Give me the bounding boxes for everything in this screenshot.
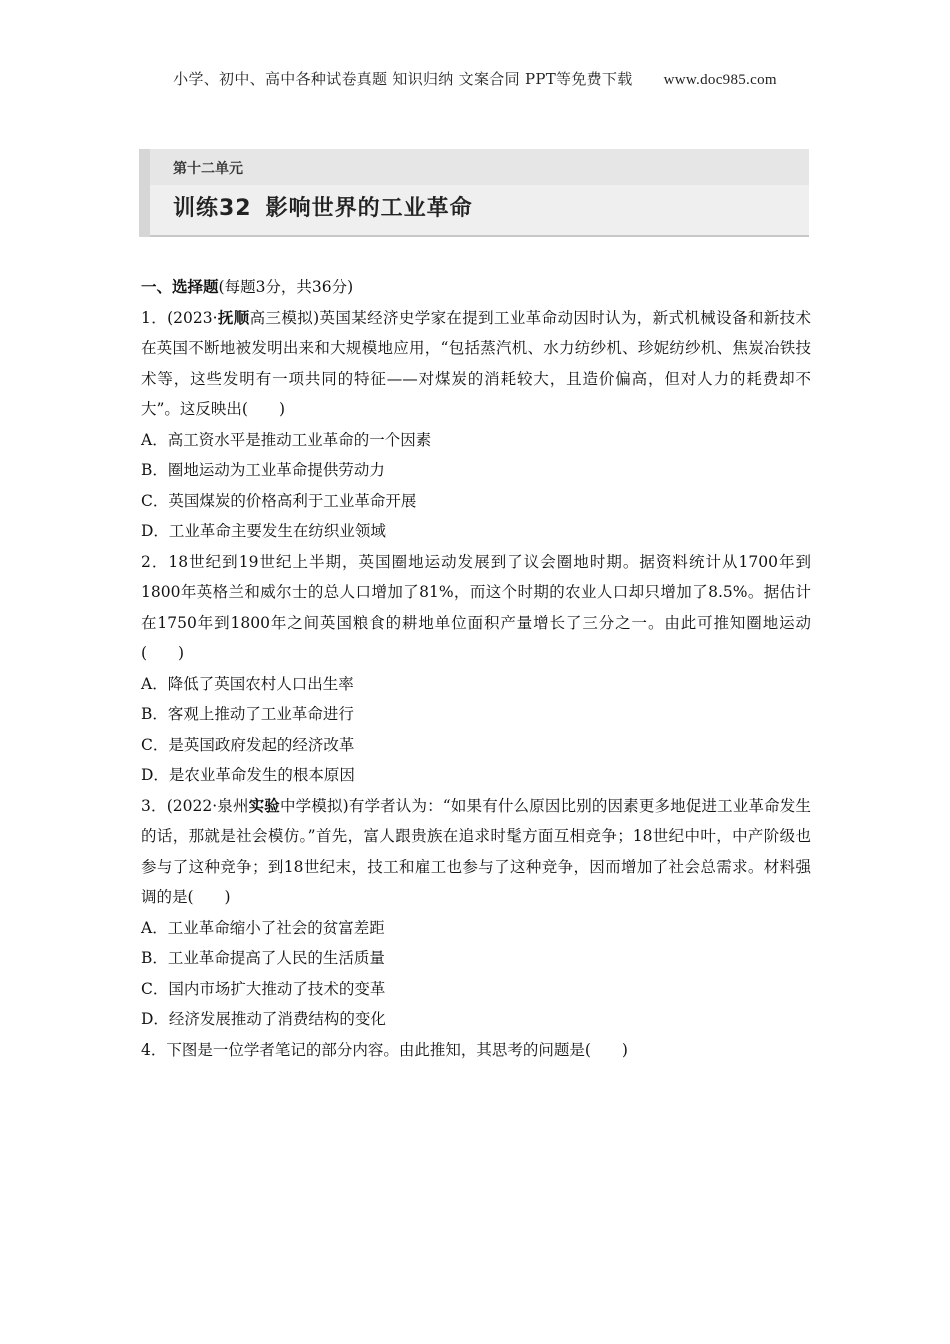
page-header <box>0 68 950 89</box>
option: D．是农业革命发生的根本原因 <box>141 766 355 784</box>
question-stem: 英国某经济史学家在提到工业革命动因时认为，新式机械设备和新技术在英国不断地被发明出来和大规模地应用，“包括蒸汽机、水力纺纱机、珍妮纺纱机、焦炭冶铁技术等，这些发明有一项共同的特征——对煤炭的消耗较大，且造价偏高，但对人力的耗费却不大”。这反映出( ) <box>141 308 811 418</box>
banner-top-band <box>150 149 809 185</box>
question-source <box>167 797 349 815</box>
question-stem: 有学者认为：“如果有什么原因比别的因素更多地促进工业革命发生的话，那就是社会模仿。”首先，富人跟贵族在追求时髦方面互相竞争；18世纪中叶，中产阶级也参与了这种竞争；到18世纪末，技工和雇工也参与了这种竞争，因而增加了社会总需求。材料强调的是( ) <box>141 796 811 906</box>
question-number: 4． <box>141 1040 167 1059</box>
source-suffix: 中学模拟) <box>279 796 349 815</box>
question-number: 3． <box>141 796 167 815</box>
source-suffix: 高三模拟) <box>249 308 320 327</box>
option: B．工业革命提高了人民的生活质量 <box>141 949 385 967</box>
source-prefix: (2022·泉州 <box>166 796 249 815</box>
lesson-name: 影响世界的工业革命 <box>265 196 473 221</box>
question-source <box>167 309 319 327</box>
option: C．是英国政府发起的经济改革 <box>141 735 355 754</box>
unit-label: 第十二单元 <box>173 161 243 177</box>
section-heading <box>141 272 811 303</box>
question-section <box>141 272 811 1065</box>
option: A．高工资水平是推动工业革命的一个因素 <box>141 430 432 449</box>
lesson-number: 训练32 <box>173 196 252 221</box>
section-title: 一、选择题 <box>141 277 219 296</box>
banner-bottom-rule <box>150 235 809 237</box>
question-1 <box>141 303 811 425</box>
option: D．经济发展推动了消费结构的变化 <box>141 1010 386 1028</box>
question-number: 1． <box>141 308 168 327</box>
header-text: 小学、初中、高中各种试卷真题 知识归纳 文案合同 PPT等免费下载 <box>173 70 633 88</box>
option: C．国内市场扩大推动了技术的变革 <box>141 979 386 998</box>
question-4 <box>141 1035 811 1066</box>
question-stem: 18世纪到19世纪上半期，英国圈地运动发展到了议会圈地时期。据资料统计从1700年到1800年英格兰和威尔士的总人口增加了81%，而这个时期的农业人口却只增加了8.5%。据估计在1750年到1800年之间英国粮食的耕地单位面积产量增长了三分之一。由此可推知圈地运动( ) <box>141 552 811 662</box>
question-2 <box>141 547 811 669</box>
option: C．英国煤炭的价格高利于工业革命开展 <box>141 491 417 510</box>
source-bold: 抚顺 <box>217 307 250 327</box>
question-number: 2． <box>141 552 169 571</box>
option: D．工业革命主要发生在纺织业领域 <box>141 522 386 540</box>
source-prefix: (2023· <box>167 308 218 327</box>
section-note: (每题3分，共36分) <box>218 278 354 296</box>
option: A．工业革命缩小了社会的贫富差距 <box>141 918 385 937</box>
source-bold: 实验 <box>248 795 280 815</box>
question-3 <box>141 791 811 913</box>
option: B．客观上推动了工业革命进行 <box>141 705 354 723</box>
header-site: www.doc985.com <box>663 72 777 88</box>
question-stem: 下图是一位学者笔记的部分内容。由此推知，其思考的问题是( ) <box>166 1040 628 1059</box>
option: B．圈地运动为工业革命提供劳动力 <box>141 461 385 479</box>
option: A．降低了英国农村人口出生率 <box>141 674 354 693</box>
banner-left-bar <box>139 149 150 237</box>
unit-banner <box>139 149 809 237</box>
lesson-title <box>173 191 473 222</box>
